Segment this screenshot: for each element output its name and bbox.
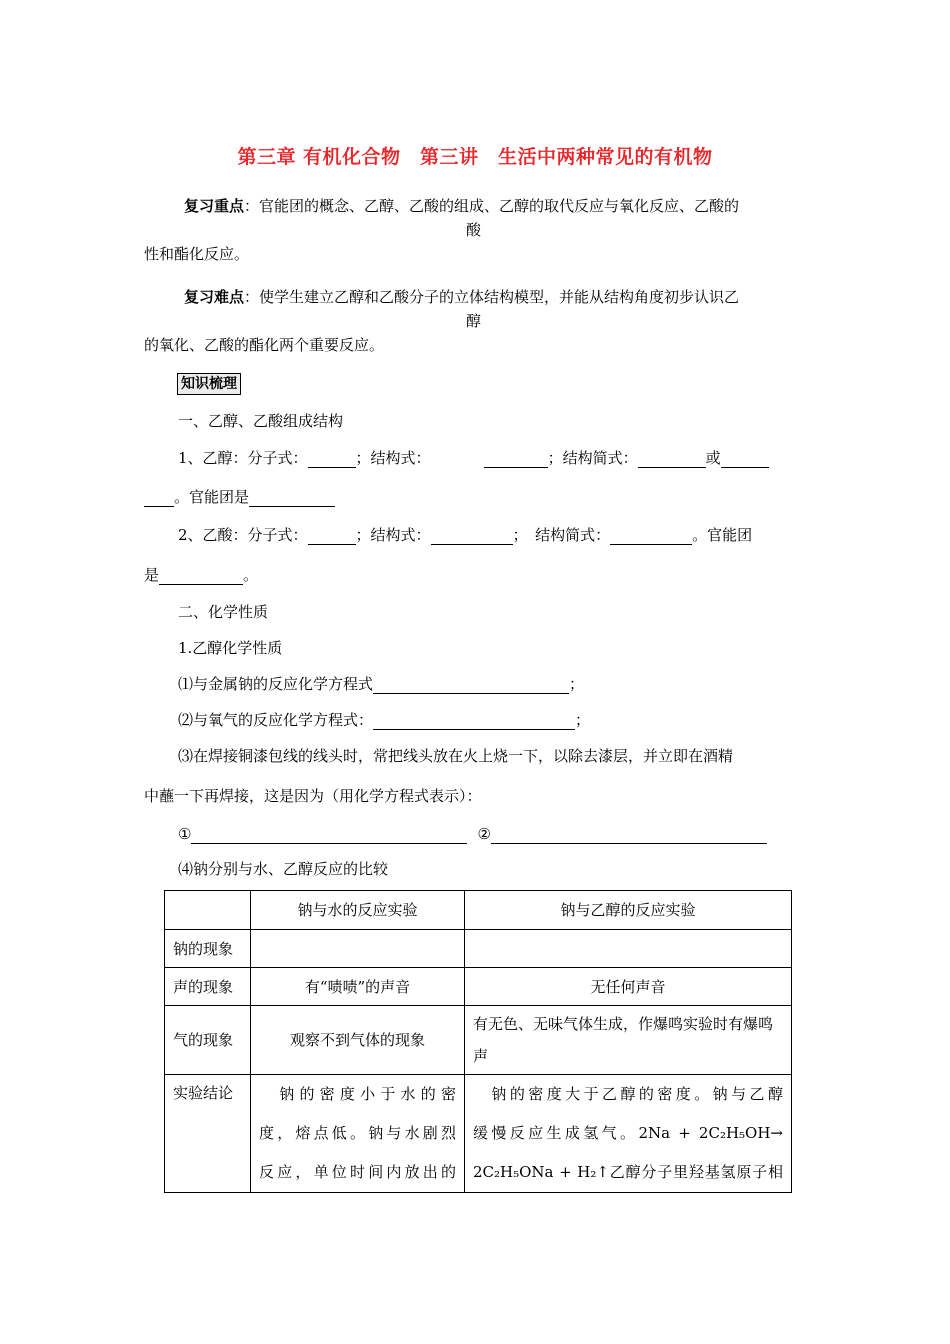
ethanol-or: 或: [705, 449, 721, 467]
cell-line: 钠的密度大于乙醇的密度。钠与乙醇: [473, 1085, 783, 1103]
q3-line1: ⑶在焊接铜漆包线的线头时，常把线头放在火上烧一下，以除去漆层，并立即在酒精: [178, 747, 734, 765]
ethanol-alt-blank[interactable]: [721, 451, 769, 468]
table-row: [165, 1006, 792, 1075]
q4-heading: ⑷钠分别与水、乙醇反应的比较: [178, 860, 389, 878]
table-cell: [251, 930, 465, 968]
acid-period: 。: [243, 566, 259, 584]
cell-line: 钠的密度小于水的密: [259, 1085, 456, 1103]
review-key-line2: 性和酯化反应。: [144, 245, 250, 263]
answer2-blank[interactable]: [491, 827, 767, 844]
ethanol-alt-blank-cont[interactable]: [144, 490, 174, 507]
table-cell: 无任何声音: [465, 968, 792, 1006]
q1-text: ⑴与金属钠的反应化学方程式: [178, 675, 374, 693]
acid-formula-line: [178, 525, 752, 545]
cell-line: 2C₂H₅ONa + H₂↑乙醇分子里羟基氢原子相: [473, 1163, 783, 1181]
review-difficult-line: [184, 287, 739, 307]
ethanol-group-line: [144, 487, 335, 507]
page-title: 第三章 有机化合物 第三讲 生活中两种常见的有机物: [237, 146, 713, 168]
review-difficult-label: 复习难点: [184, 288, 245, 306]
table-cell: [465, 1075, 792, 1193]
review-key-wrap: 酸: [466, 221, 482, 239]
row-label: 实验结论: [165, 1075, 251, 1193]
acid-simple-label: ； 结构简式：: [512, 526, 611, 544]
table-cell: 有无色、无味气体生成，作爆鸣实验时有爆鸣声: [465, 1006, 792, 1075]
q3-line2: 中蘸一下再焊接，这是因为（用化学方程式表示）：: [144, 787, 482, 805]
ethanol-simple-blank[interactable]: [638, 451, 706, 468]
ethanol-formula-line: [178, 448, 769, 468]
review-difficult-line2: 的氧化、乙酸的酯化两个重要反应。: [144, 336, 385, 354]
acid-label: 2、乙酸：分子式：: [178, 526, 308, 544]
acid-group-label: 。官能团: [692, 526, 753, 544]
q2-line: [178, 710, 590, 730]
review-difficult-wrap: 醇: [466, 312, 482, 330]
table-header-cell: 钠与乙醇的反应实验: [465, 891, 792, 930]
ethanol-structure-label: ；结构式：: [355, 449, 431, 467]
row-label: 气的现象: [165, 1006, 251, 1075]
ethanol-structure-blank[interactable]: [484, 451, 548, 468]
review-key-label: 复习重点: [184, 197, 245, 215]
q2-blank[interactable]: [373, 713, 575, 730]
cell-line: 度，熔点低。钠与水剧烈: [259, 1124, 456, 1142]
q2-end: ；: [575, 711, 591, 729]
row-label: 声的现象: [165, 968, 251, 1006]
acid-group-line: [144, 565, 258, 585]
comparison-table: [164, 890, 792, 1193]
review-difficult-text: ：使学生建立乙醇和乙酸分子的立体结构模型，并能从结构角度初步认识乙: [244, 288, 740, 306]
acid-formula-blank[interactable]: [308, 528, 356, 545]
acid-group-blank[interactable]: [159, 568, 243, 585]
table-cell: 有“啧啧”的声音: [251, 968, 465, 1006]
ethanol-simple-label: ；结构简式：: [547, 449, 638, 467]
q3-answers-line: [178, 824, 767, 844]
review-key-text: ：官能团的概念、乙醇、乙酸的组成、乙醇的取代反应与氧化反应、乙酸的: [244, 197, 740, 215]
part2-heading: 二、化学性质: [178, 603, 269, 621]
part1-heading: 一、乙醇、乙酸组成结构: [178, 412, 344, 430]
table-row: [165, 968, 792, 1006]
circled-one: ①: [178, 825, 192, 843]
review-key-line: [184, 196, 739, 216]
cell-line: 缓慢反应生成氢气。2Na + 2C₂H₅OH→: [473, 1124, 783, 1142]
section-box-knowledge: 知识梳理: [177, 373, 241, 395]
table-cell: [251, 1075, 465, 1193]
q1-line: [178, 674, 584, 694]
table-header-row: [165, 891, 792, 930]
answer1-blank[interactable]: [191, 827, 467, 844]
ethanol-label: 1、乙醇：分子式：: [178, 449, 308, 467]
table-cell: [465, 930, 792, 968]
ethanol-formula-blank[interactable]: [308, 451, 356, 468]
q1-end: ；: [569, 675, 585, 693]
ethanol-group-label: 。官能团是: [174, 488, 250, 506]
circled-two: ②: [477, 825, 491, 843]
acid-structure-blank[interactable]: [431, 528, 513, 545]
table-cell: 观察不到气体的现象: [251, 1006, 465, 1075]
table-row: [165, 1075, 792, 1193]
row-label: 钠的现象: [165, 930, 251, 968]
table-header-cell: 钠与水的反应实验: [251, 891, 465, 930]
ethanol-group-blank[interactable]: [249, 490, 335, 507]
table-row: [165, 930, 792, 968]
ethanol-properties-heading: 1.乙醇化学性质: [178, 639, 283, 657]
acid-structure-label: ；结构式：: [355, 526, 431, 544]
table-header-cell: [165, 891, 251, 930]
q2-text: ⑵与氧气的反应化学方程式：: [178, 711, 374, 729]
acid-simple-blank[interactable]: [610, 528, 692, 545]
q1-blank[interactable]: [373, 677, 569, 694]
acid-group-label2: 是: [144, 566, 160, 584]
cell-line: 反应，单位时间内放出的: [259, 1163, 456, 1181]
